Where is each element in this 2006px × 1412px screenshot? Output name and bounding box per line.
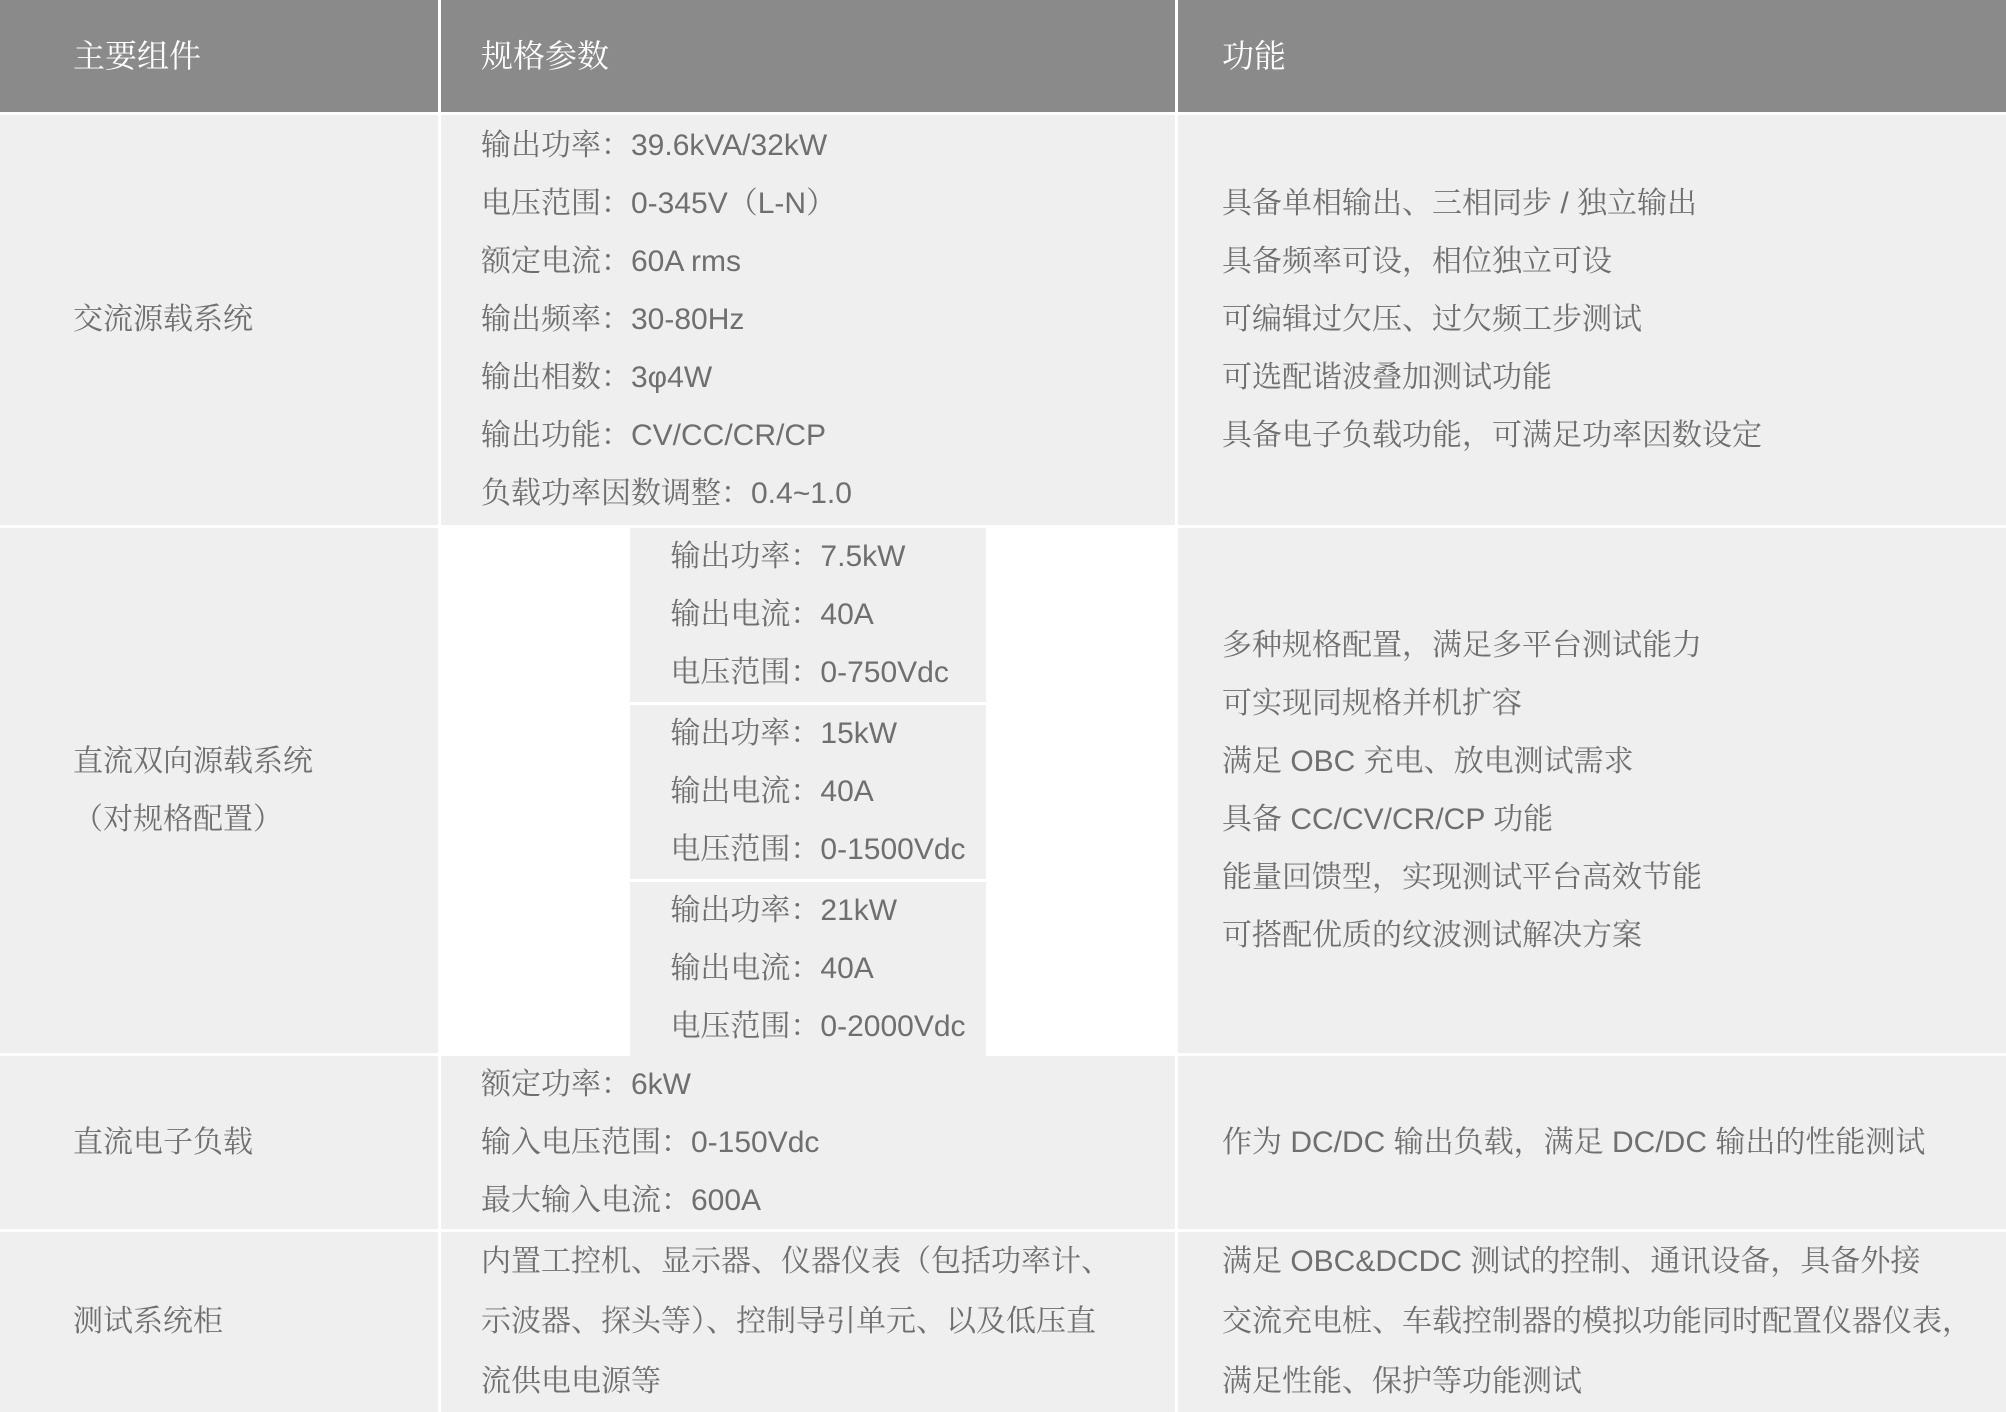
function-item: 具备电子负载功能，可满足功率因数设定 — [1222, 419, 1762, 452]
function-item: 具备 CC/CV/CR/CP 功能 — [1222, 802, 1554, 836]
component-name: 直流电子负载 — [73, 1125, 253, 1159]
spec-item: 输出功率：15kW — [670, 717, 898, 750]
function-item: 可选配谐波叠加测试功能 — [1222, 361, 1552, 394]
header-cell-functions — [1178, 0, 2006, 112]
function-item: 满足 OBC&DCDC 测试的控制、通讯设备，具备外接 — [1222, 1245, 1921, 1278]
function-item: 具备单相输出、三相同步 / 独立输出 — [1222, 187, 1698, 220]
function-item: 能量回馈型，实现测试平台高效节能 — [1222, 860, 1702, 894]
spec-item: 电压范围：0-1500Vdc — [670, 833, 966, 866]
spec-item: 输入电压范围：0-150Vdc — [481, 1125, 820, 1159]
component-cell-dc-eload — [0, 1056, 438, 1229]
function-cell-ac-source-load — [1178, 115, 2006, 525]
header-label: 规格参数 — [481, 38, 610, 74]
header-label: 功能 — [1222, 38, 1287, 74]
function-cell-dc-bidirectional — [1178, 528, 2006, 1053]
spec-item: 电压范围：0-750Vdc — [670, 656, 949, 689]
header-cell-specs — [441, 0, 1175, 112]
spec-item: 输出功能：CV/CC/CR/CP — [481, 419, 827, 452]
spec-item: 电压范围：0-2000Vdc — [670, 1010, 966, 1043]
component-name: 测试系统柜 — [73, 1305, 223, 1338]
function-item: 可编辑过欠压、过欠频工步测试 — [1222, 303, 1642, 336]
spec-item: 额定功率：6kW — [481, 1067, 691, 1101]
spec-item: 输出功率：39.6kVA/32kW — [481, 129, 828, 162]
spec-cell-ac-source-load — [441, 115, 1175, 525]
component-name-sub: （对规格配置） — [73, 802, 283, 836]
spec-cell-dc-bidirectional — [441, 528, 1175, 1053]
function-item: 具备频率可设，相位独立可设 — [1222, 245, 1612, 278]
function-item: 多种规格配置，满足多平台测试能力 — [1222, 628, 1702, 662]
spec-item: 输出功率：21kW — [670, 894, 898, 927]
spec-cell-dc-eload — [441, 1056, 1175, 1229]
spec-item: 内置工控机、显示器、仪器仪表（包括功率计、 — [481, 1245, 1111, 1278]
spec-item: 最大输入电流：600A — [481, 1183, 762, 1217]
spec-item: 输出相数：3φ4W — [481, 361, 713, 394]
spec-item: 输出电流：40A — [670, 952, 874, 985]
spec-item: 输出电流：40A — [670, 598, 874, 631]
spec-item: 输出频率：30-80Hz — [481, 303, 745, 336]
function-item: 作为 DC/DC 输出负载，满足 DC/DC 输出的性能测试 — [1222, 1125, 1926, 1159]
function-item: 交流充电桩、车载控制器的模拟功能同时配置仪器仪表， — [1222, 1305, 1972, 1338]
component-cell-ac-source-load — [0, 115, 438, 525]
function-item: 满足性能、保护等功能测试 — [1222, 1365, 1582, 1398]
component-cell-test-cabinet — [0, 1232, 438, 1412]
function-cell-test-cabinet — [1178, 1232, 2006, 1412]
header-label: 主要组件 — [73, 38, 202, 74]
component-cell-dc-bidirectional — [0, 528, 438, 1053]
spec-subgroup-21kw — [630, 882, 985, 1056]
function-item: 满足 OBC 充电、放电测试需求 — [1222, 744, 1634, 778]
component-name: 直流双向源载系统 — [73, 744, 313, 778]
header-cell-components — [0, 0, 438, 112]
spec-item: 流供电电源等 — [481, 1365, 661, 1398]
function-item: 可搭配优质的纹波测试解决方案 — [1222, 918, 1642, 952]
spec-cell-test-cabinet — [441, 1232, 1175, 1412]
spec-item: 示波器、探头等）、控制导引单元、以及低压直 — [481, 1305, 1096, 1338]
spec-item: 输出电流：40A — [670, 775, 874, 808]
spec-item: 额定电流：60A rms — [481, 245, 742, 278]
component-name: 交流源载系统 — [73, 303, 253, 336]
spec-item: 输出功率：7.5kW — [670, 540, 906, 573]
spec-subgroup-7p5kw — [630, 528, 985, 702]
spec-subgroup-15kw — [630, 705, 985, 879]
function-item: 可实现同规格并机扩容 — [1222, 686, 1522, 720]
spec-item: 电压范围：0-345V（L-N） — [481, 187, 837, 220]
spec-item: 负载功率因数调整：0.4~1.0 — [481, 477, 852, 510]
function-cell-dc-eload — [1178, 1056, 2006, 1229]
